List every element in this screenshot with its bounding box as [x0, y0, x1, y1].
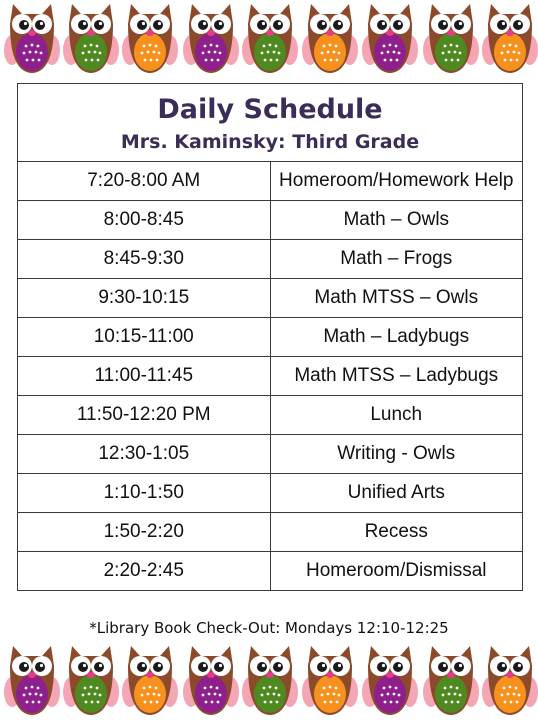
schedule-row: [18, 318, 523, 357]
owl-icon: [183, 642, 239, 718]
activity-cell: Math MTSS – Owls: [270, 279, 523, 318]
page-subtitle: Mrs. Kaminsky: Third Grade: [120, 131, 420, 153]
owl-icon: [362, 0, 418, 76]
schedule-table: [17, 83, 523, 591]
activity-cell: Math – Frogs: [270, 240, 523, 279]
time-cell: 1:50-2:20: [18, 513, 271, 552]
time-cell: 7:20-8:00 AM: [18, 162, 271, 201]
schedule-row: [18, 240, 523, 279]
activity-cell: Lunch: [270, 396, 523, 435]
time-cell: 8:45-9:30: [18, 240, 271, 279]
time-cell: 10:15-11:00: [18, 318, 271, 357]
activity-cell: Math MTSS – Ladybugs: [270, 357, 523, 396]
owl-icon: [242, 0, 298, 76]
schedule-row: [18, 552, 523, 591]
schedule-row: [18, 201, 523, 240]
time-cell: 1:10-1:50: [18, 474, 271, 513]
owl-icon: [183, 0, 239, 76]
schedule-header: [18, 84, 523, 162]
owl-icon: [122, 0, 178, 76]
owl-icon: [482, 642, 538, 718]
owl-border-bottom: [0, 642, 538, 720]
owl-border-top: [0, 0, 538, 78]
time-cell: 12:30-1:05: [18, 435, 271, 474]
owl-icon: [423, 0, 479, 76]
page-title: Daily Schedule: [157, 94, 383, 125]
owl-icon: [4, 642, 60, 718]
time-cell: 2:20-2:45: [18, 552, 271, 591]
schedule-row: [18, 435, 523, 474]
owl-icon: [242, 642, 298, 718]
schedule-row: [18, 474, 523, 513]
activity-cell: Recess: [270, 513, 523, 552]
owl-icon: [63, 642, 119, 718]
time-cell: 9:30-10:15: [18, 279, 271, 318]
activity-cell: Math – Owls: [270, 201, 523, 240]
schedule-row: [18, 396, 523, 435]
schedule-row: [18, 357, 523, 396]
activity-cell: Homeroom/Dismissal: [270, 552, 523, 591]
schedule-row: [18, 513, 523, 552]
activity-cell: Writing - Owls: [270, 435, 523, 474]
owl-icon: [63, 0, 119, 76]
activity-cell: Homeroom/Homework Help: [270, 162, 523, 201]
owl-icon: [362, 642, 418, 718]
time-cell: 11:00-11:45: [18, 357, 271, 396]
time-cell: 8:00-8:45: [18, 201, 271, 240]
schedule-row: [18, 279, 523, 318]
activity-cell: Math – Ladybugs: [270, 318, 523, 357]
time-cell: 11:50-12:20 PM: [18, 396, 271, 435]
owl-icon: [122, 642, 178, 718]
owl-icon: [302, 642, 358, 718]
owl-icon: [482, 0, 538, 76]
owl-icon: [302, 0, 358, 76]
owl-icon: [4, 0, 60, 76]
schedule-row: [18, 162, 523, 201]
owl-icon: [423, 642, 479, 718]
activity-cell: Unified Arts: [270, 474, 523, 513]
library-footnote: *Library Book Check-Out: Mondays 12:10-12:25: [89, 619, 449, 637]
